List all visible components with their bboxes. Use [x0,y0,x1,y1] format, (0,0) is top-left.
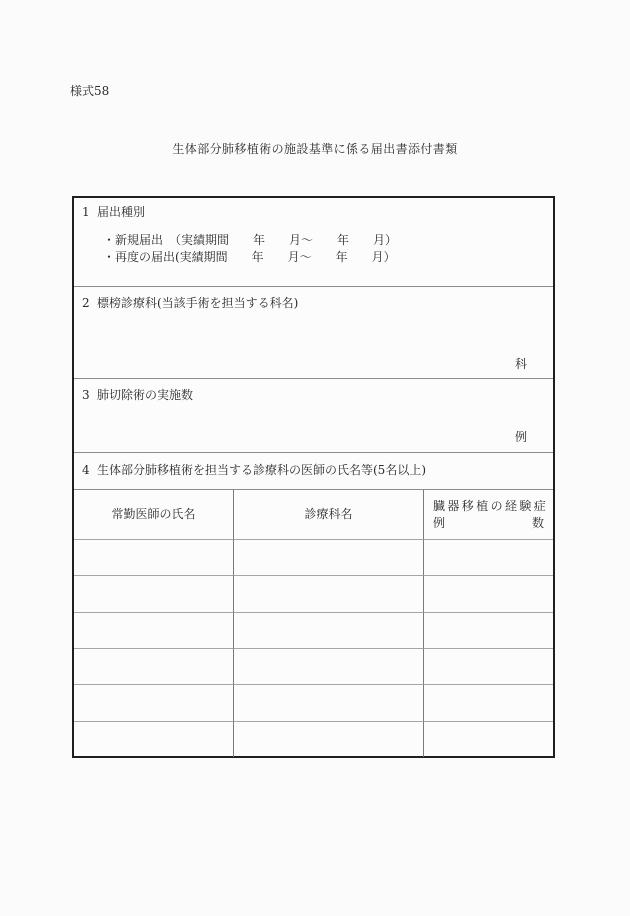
section-2-title: 標榜診療科(当該手術を担当する科名) [97,296,299,310]
doctor-name-cell [74,684,233,720]
department-cell [233,612,423,648]
section-lung-resection-count [74,378,553,452]
section-doctor-list [74,452,553,756]
doctor-name-cell [74,539,233,575]
doctor-name-column-header: 常勤医師の氏名 [111,507,196,522]
section-4-heading [74,453,553,478]
department-cell [233,575,423,611]
case-unit-label: 例 [514,430,527,444]
transplant-experience-header-line2-right: 数 [531,515,544,530]
transplant-experience-header-line2-left: 例 [433,515,446,530]
department-cell [233,648,423,684]
doctor-table [74,489,553,757]
section-3-title: 肺切除術の実施数 [97,388,194,402]
section-2-number: 2 [82,296,90,310]
form-number: 様式58 [70,84,110,98]
department-column-header: 診療科名 [233,490,423,539]
department-cell [233,684,423,720]
department-unit-label: 科 [514,357,527,371]
section-3-heading [74,379,553,403]
section-4-number: 4 [82,463,90,477]
case-count-cell [423,539,553,575]
section-4-title: 生体部分肺移植術を担当する診療科の医師の氏名等(5名以上) [97,463,427,477]
option-new-notification: ・新規届出 （実績期間 年 月～ 年 月） [103,233,398,248]
section-1-number: 1 [82,205,90,219]
section-notification-type [74,198,553,286]
case-count-cell [423,648,553,684]
notification-options [103,232,553,266]
doctor-name-cell [74,648,233,684]
transplant-experience-column-header [423,490,553,539]
case-count-cell [423,684,553,720]
case-count-cell [423,575,553,611]
section-clinical-departments [74,286,553,378]
case-count-cell [423,721,553,757]
section-3-number: 3 [82,388,90,402]
document-title: 生体部分肺移植術の施設基準に係る届出書添付書類 [172,142,458,156]
doctor-name-cell [74,612,233,648]
case-count-cell [423,612,553,648]
doctor-name-cell [74,721,233,757]
transplant-experience-header-line1: 臓器移植の経験症 [433,498,549,513]
section-2-heading [74,287,553,311]
department-cell [233,539,423,575]
section-1-heading [74,198,553,220]
option-re-notification: ・再度の届出(実績期間 年 月～ 年 月） [103,250,396,265]
form-main-box [72,196,555,758]
section-1-title: 届出種別 [97,205,146,219]
transplant-experience-header-line2 [433,515,544,532]
department-cell [233,721,423,757]
doctor-name-cell [74,575,233,611]
